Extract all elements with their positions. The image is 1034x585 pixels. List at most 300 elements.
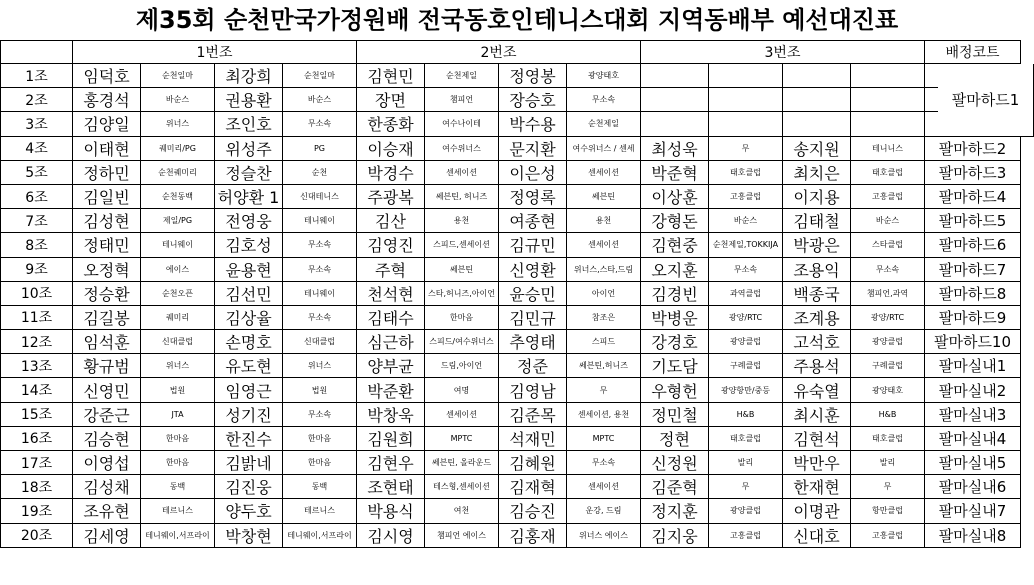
player-club: 여수나이테 [425, 112, 499, 136]
player-club: 한마음 [141, 427, 215, 451]
player-club: 신대클럽 [141, 330, 215, 354]
player-club: 테니웨이 [141, 233, 215, 257]
player-name: 천석현 [357, 282, 425, 306]
player-club: 무 [567, 378, 641, 402]
player-club: 태호클럽 [851, 427, 925, 451]
group-label: 10조 [0, 282, 73, 306]
player-club: 무소속 [709, 258, 783, 282]
player-name: 이영섭 [73, 451, 141, 475]
player-club [709, 88, 783, 112]
player-name: 장승호 [499, 88, 567, 112]
player-club: 한마음 [283, 427, 357, 451]
player-club: 참조은 [567, 306, 641, 330]
player-club: 쎄븐틴 [425, 258, 499, 282]
player-name: 김홍재 [499, 524, 567, 548]
player-name: 김지웅 [641, 524, 709, 548]
player-name: 신정원 [641, 451, 709, 475]
player-club: 아이언 [567, 282, 641, 306]
player-name: 박준혁 [641, 161, 709, 185]
player-club: 챔피언 에이스 [425, 524, 499, 548]
header-group-1: 1번조 [73, 40, 357, 64]
player-club: 고흥클럽 [709, 524, 783, 548]
player-name: 김승현 [73, 427, 141, 451]
player-name: 주혁 [357, 258, 425, 282]
player-club: 드림,아이언 [425, 354, 499, 378]
player-name: 김현민 [357, 64, 425, 88]
table-row [0, 185, 1034, 209]
court-cell: 팔마하드10 [925, 330, 1021, 354]
player-club: 고흥클럽 [709, 185, 783, 209]
player-name: 김영남 [499, 378, 567, 402]
player-club: 신대테니스 [283, 185, 357, 209]
player-name: 김혜원 [499, 451, 567, 475]
player-name: 김원희 [357, 427, 425, 451]
court-cell: 팔마실내6 [925, 475, 1021, 499]
player-club: 스피드 [567, 330, 641, 354]
player-name: 김규민 [499, 233, 567, 257]
court-cell: 팔마하드8 [925, 282, 1021, 306]
player-club: 무소속 [283, 112, 357, 136]
player-club: 위너스 [283, 354, 357, 378]
group-label: 19조 [0, 499, 73, 523]
court-cell: 팔마하드3 [925, 161, 1021, 185]
player-club: 테스형,센세이션 [425, 475, 499, 499]
player-name [641, 88, 709, 112]
player-name: 정준 [499, 354, 567, 378]
player-club: 무 [709, 137, 783, 161]
player-club: 스타,허니즈,아이언 [425, 282, 499, 306]
player-name: 우형헌 [641, 378, 709, 402]
player-name: 박광은 [783, 233, 851, 257]
group-label: 13조 [0, 354, 73, 378]
court-cell: 팔마실내7 [925, 499, 1021, 523]
player-name: 양부균 [357, 354, 425, 378]
player-club: 테니웨이,서프라이 [141, 524, 215, 548]
player-name: 석재민 [499, 427, 567, 451]
player-name: 정태민 [73, 233, 141, 257]
player-club: 순천제일,TOKKIJA [709, 233, 783, 257]
player-name [641, 64, 709, 88]
player-club: 순천제일 [425, 64, 499, 88]
player-club: 용천 [567, 209, 641, 233]
court-cell-merged: 팔마하드1 [938, 64, 1034, 137]
player-name: 김선민 [215, 282, 283, 306]
court-cell: 팔마하드9 [925, 306, 1021, 330]
player-club: 신대클럽 [283, 330, 357, 354]
player-name: 박경수 [357, 161, 425, 185]
player-club: 무소속 [283, 258, 357, 282]
player-club: MPTC [567, 427, 641, 451]
player-name: 전영웅 [215, 209, 283, 233]
table-row [0, 306, 1034, 330]
group-label: 12조 [0, 330, 73, 354]
player-club [851, 112, 925, 136]
table-row [0, 354, 1034, 378]
player-name: 여종현 [499, 209, 567, 233]
group-label: 1조 [0, 64, 73, 88]
table-row [0, 209, 1034, 233]
group-label: 17조 [0, 451, 73, 475]
player-club: 항만클럽 [851, 499, 925, 523]
table-row [0, 403, 1034, 427]
player-club: 스피드/여수위너스 [425, 330, 499, 354]
player-club: 바순스 [709, 209, 783, 233]
table-row [0, 378, 1034, 402]
player-club: 발리 [709, 451, 783, 475]
player-club: 광양항만/중등 [709, 378, 783, 402]
player-name: 기도담 [641, 354, 709, 378]
player-club: 여수위너스 [425, 137, 499, 161]
player-name: 김민규 [499, 306, 567, 330]
player-club: 퀘미리 [141, 306, 215, 330]
table-row [0, 258, 1034, 282]
player-club: 태호클럽 [851, 161, 925, 185]
page-title: 제35회 순천만국가정원배 전국동호인테니스대회 지역동배부 예선대진표 [135, 6, 899, 34]
player-club: 무소속 [567, 88, 641, 112]
player-club: 순천오픈 [141, 282, 215, 306]
player-name: 박병운 [641, 306, 709, 330]
player-club: 센세이션, 용천 [567, 403, 641, 427]
player-club [709, 112, 783, 136]
player-club [709, 64, 783, 88]
group-label: 14조 [0, 378, 73, 402]
player-name: 정지훈 [641, 499, 709, 523]
player-name: 위성주 [215, 137, 283, 161]
player-club: 과역클럽 [709, 282, 783, 306]
court-cell: 팔마실내5 [925, 451, 1021, 475]
player-name: 김시영 [357, 524, 425, 548]
player-name: 주광복 [357, 185, 425, 209]
player-club: 테니웨이 [283, 209, 357, 233]
player-club: 챔피언 [425, 88, 499, 112]
player-club: 광양클럽 [851, 330, 925, 354]
player-name: 이상훈 [641, 185, 709, 209]
court-cell: 팔마하드4 [925, 185, 1021, 209]
player-name: 성기진 [215, 403, 283, 427]
court-cell: 팔마실내1 [925, 354, 1021, 378]
header-row [0, 40, 1034, 64]
player-name: 박창욱 [357, 403, 425, 427]
player-name: 손명호 [215, 330, 283, 354]
player-club: 순천제일 [567, 112, 641, 136]
player-name: 송지원 [783, 137, 851, 161]
player-club: 무소속 [283, 306, 357, 330]
player-name: 정승환 [73, 282, 141, 306]
player-club: JTA [141, 403, 215, 427]
player-name: 김승진 [499, 499, 567, 523]
header-court: 배정코트 [925, 40, 1021, 64]
player-name [783, 88, 851, 112]
player-name: 이태현 [73, 137, 141, 161]
player-name: 박창현 [215, 524, 283, 548]
player-name [783, 64, 851, 88]
player-name: 유숙열 [783, 378, 851, 402]
table-row [0, 137, 1034, 161]
player-club: 태호클럽 [709, 161, 783, 185]
table-row [0, 451, 1034, 475]
player-name: 권용환 [215, 88, 283, 112]
player-club: 순천일마 [141, 64, 215, 88]
player-club: 운강, 드림 [567, 499, 641, 523]
player-club: 한마음 [283, 451, 357, 475]
player-name: 조유현 [73, 499, 141, 523]
player-club: 광양클럽 [709, 330, 783, 354]
header-group-2: 2번조 [357, 40, 641, 64]
player-club: 위너스 에이스 [567, 524, 641, 548]
player-name: 문지환 [499, 137, 567, 161]
player-club: 여명 [425, 378, 499, 402]
player-club: 광양/RTC [851, 306, 925, 330]
player-name: 이은성 [499, 161, 567, 185]
player-name: 임덕호 [73, 64, 141, 88]
header-blank [0, 40, 73, 64]
player-name: 김태철 [783, 209, 851, 233]
player-name: 허양환 1 [215, 185, 283, 209]
player-name: 박만우 [783, 451, 851, 475]
player-name [783, 112, 851, 136]
player-name: 오지훈 [641, 258, 709, 282]
player-club: 바순스 [141, 88, 215, 112]
group-label: 15조 [0, 403, 73, 427]
player-name: 김산 [357, 209, 425, 233]
header-group-3: 3번조 [641, 40, 925, 64]
player-club [851, 88, 925, 112]
player-club: MPTC [425, 427, 499, 451]
player-club: 무소속 [851, 258, 925, 282]
player-club: 광양태호 [851, 378, 925, 402]
player-name: 김길봉 [73, 306, 141, 330]
table-row [0, 499, 1034, 523]
player-club: 제일/PG [141, 209, 215, 233]
player-name: 김일빈 [73, 185, 141, 209]
player-club: 챔피언,과역 [851, 282, 925, 306]
player-club: 법원 [141, 378, 215, 402]
player-name: 신영민 [73, 378, 141, 402]
player-club: 위너스 [141, 354, 215, 378]
group-label: 5조 [0, 161, 73, 185]
player-club: 바순스 [851, 209, 925, 233]
player-club: 여천 [425, 499, 499, 523]
player-name: 임영근 [215, 378, 283, 402]
group-label: 16조 [0, 427, 73, 451]
player-name: 김밝네 [215, 451, 283, 475]
player-name: 김상율 [215, 306, 283, 330]
player-name: 김진웅 [215, 475, 283, 499]
player-name: 임석훈 [73, 330, 141, 354]
player-name: 정영록 [499, 185, 567, 209]
player-name: 최성욱 [641, 137, 709, 161]
player-club: 무소속 [283, 403, 357, 427]
player-name: 강형돈 [641, 209, 709, 233]
player-club: 쎄븐틴 [567, 185, 641, 209]
player-club: 순천 [283, 161, 357, 185]
player-name [641, 112, 709, 136]
player-name: 조용익 [783, 258, 851, 282]
player-name: 최강희 [215, 64, 283, 88]
player-club: 법원 [283, 378, 357, 402]
player-club: 위너스 [141, 112, 215, 136]
player-club: 고흥클럽 [851, 185, 925, 209]
player-club: 무 [709, 475, 783, 499]
player-club: 테르니스 [283, 499, 357, 523]
player-club: 용천 [425, 209, 499, 233]
player-name: 김현중 [641, 233, 709, 257]
court-cell: 팔마실내4 [925, 427, 1021, 451]
player-name: 김영진 [357, 233, 425, 257]
player-name: 조인호 [215, 112, 283, 136]
player-club: 센세이션 [567, 475, 641, 499]
court-cell: 팔마실내8 [925, 524, 1021, 548]
player-club: 무 [851, 475, 925, 499]
court-cell: 팔마실내3 [925, 403, 1021, 427]
player-club: 쎄븐틴, 올라운드 [425, 451, 499, 475]
player-club: 태호클럽 [709, 427, 783, 451]
player-name: 주용석 [783, 354, 851, 378]
group-label: 11조 [0, 306, 73, 330]
player-club: 테니니스 [851, 137, 925, 161]
player-club: 한마음 [425, 306, 499, 330]
player-club: PG [283, 137, 357, 161]
player-name: 한진수 [215, 427, 283, 451]
player-name: 고석호 [783, 330, 851, 354]
player-club: 위너스,스타,드림 [567, 258, 641, 282]
player-name: 김현석 [783, 427, 851, 451]
player-club: 스피드,센세이션 [425, 233, 499, 257]
player-name: 최시훈 [783, 403, 851, 427]
player-name: 신영환 [499, 258, 567, 282]
player-name: 김성현 [73, 209, 141, 233]
player-club: 센세이션 [425, 403, 499, 427]
player-name: 유도현 [215, 354, 283, 378]
table-row [0, 475, 1034, 499]
group-label: 2조 [0, 88, 73, 112]
player-name: 정현 [641, 427, 709, 451]
player-club: 센세이션 [425, 161, 499, 185]
player-club: 구례클럽 [709, 354, 783, 378]
player-name: 김경빈 [641, 282, 709, 306]
player-club: 광양태호 [567, 64, 641, 88]
group-label: 7조 [0, 209, 73, 233]
player-name: 김양일 [73, 112, 141, 136]
group-label: 9조 [0, 258, 73, 282]
table-row [0, 282, 1034, 306]
group-label: 6조 [0, 185, 73, 209]
player-name: 조계용 [783, 306, 851, 330]
player-name: 장면 [357, 88, 425, 112]
player-club: 테니웨이,서프라이 [283, 524, 357, 548]
player-name: 이승재 [357, 137, 425, 161]
player-name: 박준환 [357, 378, 425, 402]
player-club: 센세이션 [567, 233, 641, 257]
player-club: 테니웨이 [283, 282, 357, 306]
player-name: 최치은 [783, 161, 851, 185]
player-club: 에이스 [141, 258, 215, 282]
player-name: 심근하 [357, 330, 425, 354]
player-name: 윤용현 [215, 258, 283, 282]
group-label: 18조 [0, 475, 73, 499]
player-name: 홍경석 [73, 88, 141, 112]
group-label: 8조 [0, 233, 73, 257]
group-label: 3조 [0, 112, 73, 136]
player-name: 김준혁 [641, 475, 709, 499]
player-name: 김재혁 [499, 475, 567, 499]
player-club: 테르니스 [141, 499, 215, 523]
player-club: 여수위너스 / 센세 [567, 137, 641, 161]
player-name: 정영봉 [499, 64, 567, 88]
player-club: 동백 [141, 475, 215, 499]
player-club: 발리 [851, 451, 925, 475]
group-label: 20조 [0, 524, 73, 548]
player-name: 김준목 [499, 403, 567, 427]
player-club: H&B [709, 403, 783, 427]
player-name: 신대호 [783, 524, 851, 548]
table-row [0, 88, 1034, 112]
player-club: 쎄븐틴,허니즈 [567, 354, 641, 378]
table-row [0, 233, 1034, 257]
player-club: 퀘미리/PG [141, 137, 215, 161]
player-club: 구례클럽 [851, 354, 925, 378]
player-club: 순천퀘미리 [141, 161, 215, 185]
player-name: 박수용 [499, 112, 567, 136]
player-name: 윤승민 [499, 282, 567, 306]
player-name: 백종국 [783, 282, 851, 306]
player-name: 양두호 [215, 499, 283, 523]
player-name: 이지용 [783, 185, 851, 209]
table-row [0, 64, 1034, 88]
player-name: 정민철 [641, 403, 709, 427]
table-row [0, 112, 1034, 136]
player-name: 오정혁 [73, 258, 141, 282]
player-club: 광양클럽 [709, 499, 783, 523]
player-club: 한마음 [141, 451, 215, 475]
player-club: 무소속 [567, 451, 641, 475]
group-label: 4조 [0, 137, 73, 161]
player-name: 김호성 [215, 233, 283, 257]
player-name: 강준근 [73, 403, 141, 427]
player-club: 바순스 [283, 88, 357, 112]
court-cell: 팔마하드2 [925, 137, 1021, 161]
player-club: 순천동백 [141, 185, 215, 209]
player-name: 정하민 [73, 161, 141, 185]
table-row [0, 427, 1034, 451]
player-name: 정슬찬 [215, 161, 283, 185]
player-name: 박용식 [357, 499, 425, 523]
player-name: 조현태 [357, 475, 425, 499]
player-club: 동백 [283, 475, 357, 499]
player-name: 강경호 [641, 330, 709, 354]
player-club: 센세이션 [567, 161, 641, 185]
table-row [0, 524, 1034, 548]
player-name: 황규범 [73, 354, 141, 378]
player-name: 김태수 [357, 306, 425, 330]
player-club: 무소속 [283, 233, 357, 257]
player-club: 고흥클럽 [851, 524, 925, 548]
court-cell: 팔마하드5 [925, 209, 1021, 233]
player-name: 김성채 [73, 475, 141, 499]
player-name: 김세영 [73, 524, 141, 548]
court-cell: 팔마하드7 [925, 258, 1021, 282]
court-cell: 팔마실내2 [925, 378, 1021, 402]
player-name: 이명관 [783, 499, 851, 523]
player-club: 순천일마 [283, 64, 357, 88]
bracket-table [0, 40, 1034, 548]
table-row [0, 330, 1034, 354]
table-row [0, 161, 1034, 185]
player-name: 한종화 [357, 112, 425, 136]
player-name: 김현우 [357, 451, 425, 475]
player-club: 광양/RTC [709, 306, 783, 330]
court-cell: 팔마하드6 [925, 233, 1021, 257]
